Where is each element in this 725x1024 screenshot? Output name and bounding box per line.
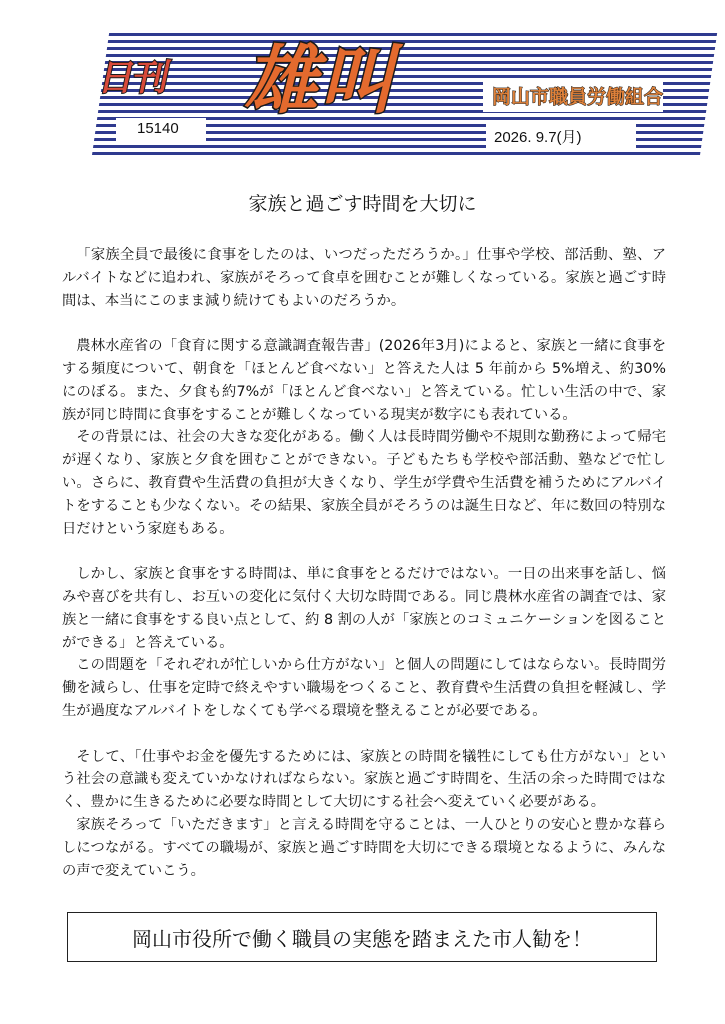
issue-number: 15140 bbox=[137, 120, 179, 137]
article-paragraph: そして、「仕事やお金を優先するためには、家族との時間を犠牲にしても仕方がない」という社会の意識も変えていかなければならない。家族と過ごす時間を、生活の余った時間ではなく、豊かに生きるために必要な時間として大切にする社会へ変えていく必要がある。 bbox=[62, 748, 666, 811]
masthead-nikkan: 日刊 bbox=[95, 58, 172, 99]
article-paragraph: この問題を「それぞれが忙しいから仕方がない」と個人の問題にしてはならない。長時間労働を減らし、仕事を定時で終えやすい職場をつくること、教育費や生活費の負担を軽減し、学生が過度なアルバイトをしなくても学べる環境を整えることが必要である。 bbox=[62, 657, 666, 719]
article-paragraph: 家族そろって「いただきます」と言える時間を守ることは、一人ひとりの安心と豊かな暮らしにつながる。すべての職場が、家族と過ごす時間を大切にできる環境となるように、みんなの声で変えていこう。 bbox=[62, 816, 666, 879]
slogan-text: 岡山市役所で働く職員の実態を踏まえた市人勧を！ bbox=[132, 926, 592, 951]
article-paragraph: しかし、家族と食事をする時間は、単に食事をとるだけではない。一日の出来事を話し、悩みや喜びを共有し、お互いの変化に気付く大切な時間である。同じ農林水産省の調査では、家族と一緒に食事をする良い点として、約 8 割の人が「家族とのコミュニケーションを図ることができる」と答えている。 bbox=[62, 566, 666, 651]
article-paragraph: 「家族全員で最後に食事をしたのは、いつだっただろうか。」仕事や学校、部活動、塾、アルバイトなどに追われ、家族がそろって食卓を囲むことが難しくなっている。家族と過ごす時間は、本当にこのまま減り続けてもよいのだろうか。 bbox=[62, 247, 666, 309]
masthead-title: 雄叫 bbox=[239, 38, 413, 124]
slogan-box bbox=[67, 912, 657, 962]
article-headline: 家族と過ごす時間を大切に bbox=[248, 193, 477, 215]
issue-date: 2026. 9.7(月) bbox=[494, 129, 582, 146]
article-paragraph: その背景には、社会の大きな変化がある。働く人は長時間労働や不規則な勤務によって帰宅が遅くなり、家族と夕食を囲むことができない。子どもたちも学校や部活動、塾などで忙しい。さらに、教育費や生活費の負担が大きくなり、学生が学費や生活費を補うためにアルバイトをすることも少なくない。その結果、家族全員がそろうのは誕生日など、年に数回の特別な日だけという家庭もある。 bbox=[62, 429, 666, 537]
article-body bbox=[62, 244, 666, 882]
article-paragraph: 農林水産省の「食育に関する意識調査報告書」(2026年3月)によると、家族と一緒に食事をする頻度について、朝食を「ほとんど食べない」と答えた人は 5 年前から 5%増え、約30%にのぼる。また、夕食も約7%が「ほとんど食べない」と答えている。忙しい生活の中で、家族が同じ時間に食事をすることが難しくなっている現実が数字にも表れている。 bbox=[62, 338, 666, 423]
union-name: 岡山市職員労働組合 bbox=[492, 86, 664, 108]
